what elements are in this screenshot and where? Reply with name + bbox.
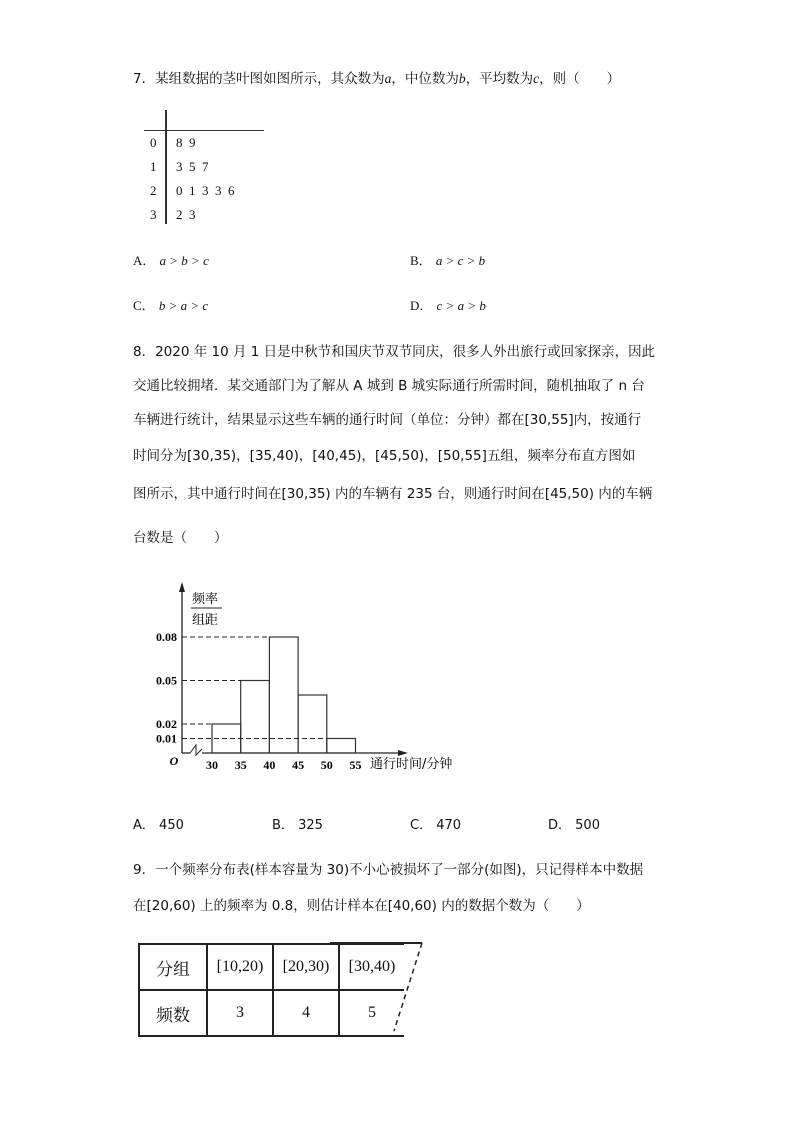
stem-leaf-row: [150, 183, 241, 199]
var-a: a: [384, 71, 392, 86]
q7-option-c[interactable]: [133, 295, 208, 314]
leaf: 5: [189, 159, 196, 174]
stem-leaf-row: [150, 207, 202, 223]
stem-leaf-plot: [140, 110, 270, 228]
x-tick-label: 30: [206, 758, 218, 772]
option-expr: a > b > c: [159, 253, 209, 268]
leaf: 3: [215, 183, 222, 198]
q9-line: 在[20,60) 上的频率为 0.8，则估计样本在[40,60) 内的数据个数为（ ）: [133, 898, 590, 914]
stem-leaf-row: [150, 135, 202, 151]
leaf: 2: [176, 207, 183, 222]
x-tick-label: 35: [234, 758, 247, 772]
option-letter: D．: [548, 818, 572, 833]
y-tick-label: 0.08: [156, 630, 177, 644]
table-cell: [10,20): [207, 944, 273, 990]
table-cell: 5: [339, 990, 404, 1036]
frequency-histogram: [150, 570, 470, 780]
y-axis-label-denominator: 组距: [192, 613, 219, 628]
row-header: 频数: [139, 990, 207, 1036]
q8-line: 交通比较拥堵．某交通部门为了解从 A 城到 B 城实际通行所需时间，随机抽取了 n 台: [133, 378, 645, 394]
x-tick-label: 55: [349, 758, 362, 772]
y-tick-label: 0.01: [156, 731, 177, 746]
table-cell: 4: [273, 990, 339, 1036]
table-cell: 3: [207, 990, 273, 1036]
torn-edge: [330, 940, 430, 1035]
stem: 2: [150, 183, 157, 198]
stem: 3: [150, 207, 157, 222]
origin-label: O: [169, 754, 179, 768]
table-cell: [20,30): [273, 944, 339, 990]
histogram-bar: [241, 681, 270, 754]
q7-option-d[interactable]: [410, 295, 486, 314]
option-expr: a > c > b: [435, 253, 486, 268]
histogram-bar: [327, 739, 356, 754]
q8-line: 时间分为[30,35)，[35,40)，[40,45)，[45,50)，[50,55]五组，频率分布直方图如: [133, 448, 636, 464]
q8-line: 8．2020 年 10 月 1 日是中秋节和国庆节双节同庆，很多人外出旅行或回家探亲，因此: [133, 344, 656, 360]
y-axis-arrow: [179, 582, 185, 592]
q8-line: 台数是（ ）: [133, 530, 228, 546]
axis-break: [190, 745, 202, 755]
leaf: 3: [189, 207, 196, 222]
header-line: [144, 130, 264, 131]
q7-text: ，平均数为: [465, 71, 534, 87]
y-tick-label: 0.02: [156, 717, 177, 731]
x-tick-label: 40: [263, 758, 276, 772]
q8-line: 图所示，其中通行时间在[30,35) 内的车辆有 235 台，则通行时间在[45,50) 内的车辆: [133, 486, 653, 502]
option-value: 470: [436, 818, 462, 833]
histogram-bar: [298, 695, 327, 753]
stem: 0: [150, 135, 157, 150]
var-c: c: [533, 71, 540, 86]
x-axis-label: 通行时间/分钟: [370, 757, 453, 772]
histogram-bar: [269, 637, 298, 753]
q8-line: 车辆进行统计，结果显示这些车辆的通行时间（单位：分钟）都在[30,55]内，按通行: [133, 412, 642, 428]
q7-stem-text: [133, 67, 620, 87]
stem: 1: [150, 159, 157, 174]
option-letter: A．: [133, 253, 156, 268]
q7-option-b[interactable]: [410, 250, 485, 269]
q9-line: 9．一个频率分布表(样本容量为 30)不小心被损坏了一部分(如图)，只记得样本中数据: [133, 862, 644, 878]
q8-option-a[interactable]: [133, 814, 184, 833]
option-expr: c > a > b: [436, 298, 486, 313]
option-value: 500: [575, 818, 600, 833]
leaf: 0: [176, 183, 183, 198]
q7-text: ，则（ ）: [539, 71, 621, 87]
q8-option-c[interactable]: [410, 814, 461, 833]
option-letter: C．: [410, 818, 433, 833]
leaf: 3: [176, 159, 183, 174]
option-value: 450: [159, 818, 184, 833]
leaf: 9: [189, 135, 196, 150]
x-tick-label: 45: [292, 758, 305, 772]
q8-option-b[interactable]: [272, 814, 323, 833]
option-letter: C．: [133, 298, 155, 313]
row-header: 分组: [139, 944, 207, 990]
leaf: 1: [189, 183, 196, 198]
table-cell: [30,40): [339, 944, 404, 990]
option-letter: D．: [410, 298, 433, 313]
stem-leaf-row: [150, 159, 215, 175]
x-tick-label: 50: [320, 758, 333, 772]
q7-text: ，中位数为: [391, 71, 459, 87]
q7-text: 7．某组数据的茎叶图如图所示，其众数为: [133, 71, 385, 87]
option-letter: A．: [133, 818, 155, 833]
x-axis-arrow: [398, 750, 408, 756]
var-b: b: [458, 71, 466, 86]
leaf: 6: [228, 183, 235, 198]
leaf: 7: [202, 159, 209, 174]
leaf: 3: [202, 183, 209, 198]
option-letter: B．: [410, 253, 432, 268]
leaf: 8: [176, 135, 183, 150]
y-axis-label-numerator: 频率: [192, 592, 219, 607]
option-letter: B．: [272, 818, 294, 833]
q7-option-a[interactable]: [133, 250, 209, 269]
q8-option-d[interactable]: [548, 814, 600, 833]
y-tick-label: 0.05: [156, 673, 177, 688]
option-expr: b > a > c: [158, 298, 209, 313]
option-value: 325: [298, 818, 323, 833]
